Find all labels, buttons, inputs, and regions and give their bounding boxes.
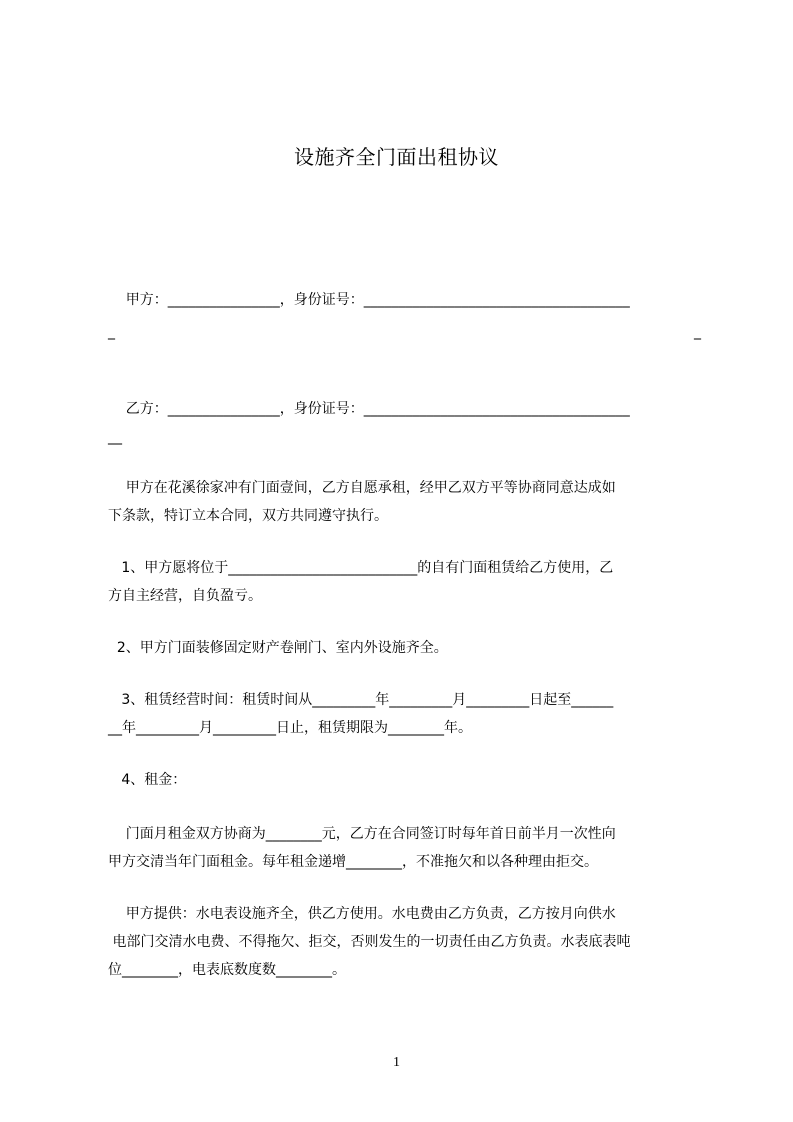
clause-3-line-1: 3、租赁经营时间：租赁时间从_________年_________月_________日起至______	[108, 692, 614, 708]
party-a-line: 甲方：________________，身份证号：______________________________________	[108, 292, 630, 308]
supply-line-1: 甲方提供：水电表设施齐全，供乙方使用。水电费由乙方负责，乙方按月向供水	[108, 906, 616, 922]
page-number: 1	[393, 1055, 400, 1070]
supply-line-2: 电部门交清水电费、不得拖欠、拒交，否则发生的一切责任由乙方负责。水表底表吨	[108, 934, 631, 950]
clause-2-line-1: 2、甲方门面装修固定财产卷闸门、室内外设施齐全。	[108, 640, 448, 656]
document-title: 设施齐全门面出租协议	[294, 145, 499, 169]
rent-line-2: 甲方交清当年门面租金。每年租金递增________，不准拖欠和以各种理由拒交。	[108, 854, 598, 870]
party-b-continuation: __	[108, 429, 122, 445]
party-b-line: 乙方：________________，身份证号：______________________________________	[108, 401, 630, 417]
clause-4-heading: 4、租金：	[108, 772, 187, 788]
intro-line-1: 甲方在花溪徐家冲有门面壹间，乙方自愿承租，经甲乙双方平等协商同意达成如	[108, 480, 616, 496]
clause-1-line-1: 1、甲方愿将位于___________________________的自有门面租赁给乙方使用，乙	[108, 560, 614, 576]
clause-1-line-2: 方自主经营，自负盈亏。	[108, 588, 262, 604]
intro-line-2: 下条款，特订立本合同，双方共同遵守执行。	[108, 508, 388, 524]
rent-line-1: 门面月租金双方协商为________元，乙方在合同签订时每年首日前半月一次性向	[108, 826, 616, 842]
clause-3-line-2: __年_________月_________日止，租赁期限为________年。	[108, 720, 472, 736]
supply-line-3: 位________，电表底数度数________。	[108, 962, 346, 978]
party-a-continuation-right: _	[694, 324, 701, 340]
party-a-continuation-left: _	[108, 324, 115, 340]
